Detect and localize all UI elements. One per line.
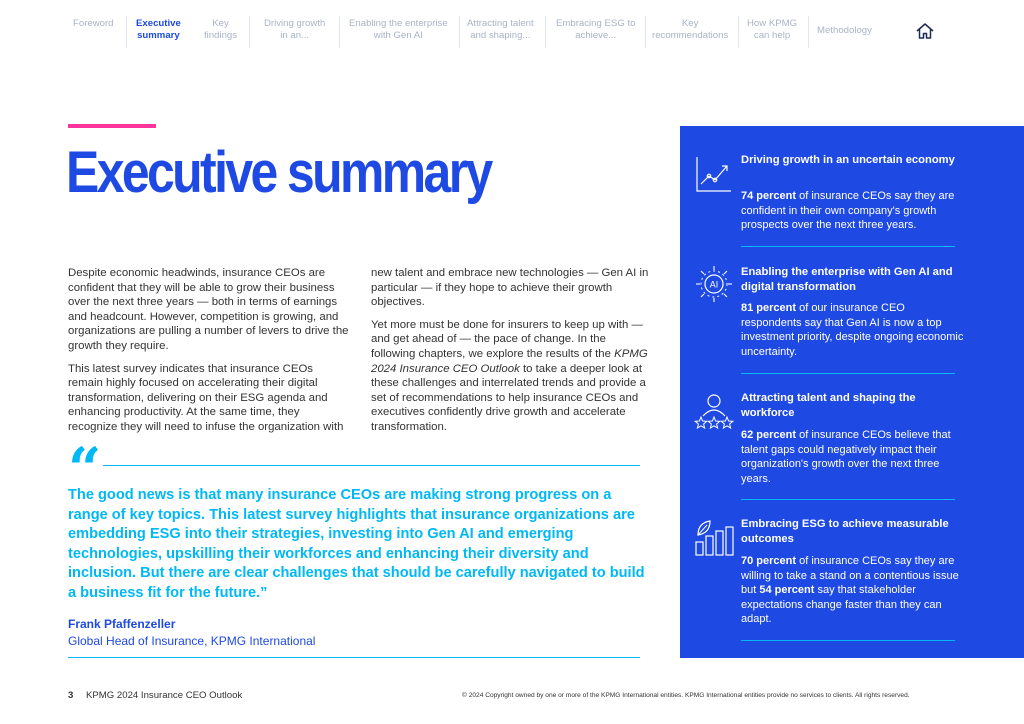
- body-text: Yet more must be done for insurers to keep up with — and get ahead of — the pace of change. In the following chapters, we explore the results of the: [371, 318, 643, 360]
- body-column-right: [371, 266, 653, 443]
- card-description: of insurance CEOs say they are willing to take a stand on a contentious issue but: [741, 555, 959, 596]
- body-paragraph: Despite economic headwinds, insurance CEOs are confident that they will be able to grow their business over the next three years — both in terms of earnings and headcount. However, competition is growing, and organizations are pulling a number of levers to drive the growth they require.: [68, 267, 349, 352]
- card-title: Driving growth in an uncertain economy: [741, 154, 955, 166]
- nav-item-driving-growth[interactable]: Driving growth in an...: [264, 18, 326, 41]
- nav-item-key-findings[interactable]: Key findings: [204, 18, 238, 41]
- quote-author: Frank Pfaffenzeller: [68, 617, 176, 631]
- nav-item-embracing-esg[interactable]: Embracing ESG to achieve...: [556, 18, 636, 41]
- card-text: [741, 301, 966, 359]
- card-stat: 81 percent: [741, 302, 797, 314]
- nav-separator: [459, 16, 460, 48]
- body-text: to take a deeper look at these challenges and interrelated trends and provide a set of recommendations to help insurance CEOs and executives confidently drive growth and accelerate transformation.: [371, 362, 646, 433]
- talent-stars-icon: [694, 392, 734, 432]
- footer-report-title: KPMG 2024 Insurance CEO Outlook: [86, 690, 243, 701]
- report-name: KPMG 2024 Insurance CEO Outlook: [371, 347, 648, 375]
- body-paragraph: [371, 318, 653, 435]
- card-stat-secondary: 54 percent: [759, 584, 815, 596]
- growth-chart-icon: [694, 154, 734, 194]
- nav-item-executive-summary[interactable]: Executive summary: [136, 18, 181, 41]
- nav-item-foreword[interactable]: Foreword: [73, 18, 114, 29]
- title-accent-bar: [68, 124, 156, 128]
- card-text: [741, 189, 966, 233]
- quote-mark-icon: “: [68, 435, 102, 503]
- home-icon[interactable]: [915, 22, 935, 40]
- nav-item-attracting-talent[interactable]: Attracting talent and shaping...: [467, 18, 534, 41]
- top-navigation: [0, 0, 1024, 62]
- card-title: Enabling the enterprise with Gen AI and digital transformation: [741, 266, 953, 293]
- nav-item-key-recommendations[interactable]: Key recommendations: [652, 18, 729, 41]
- card-title: Attracting talent and shaping the workforce: [741, 392, 916, 419]
- card-text: [741, 554, 966, 627]
- card-text: [741, 428, 966, 486]
- card-description: say that stakeholder expectations change faster than they can adapt.: [741, 584, 942, 625]
- page-title: Executive summary: [66, 140, 491, 205]
- nav-separator: [645, 16, 646, 48]
- nav-separator: [545, 16, 546, 48]
- card-description: of our insurance CEO respondents say that Gen AI is now a top investment priority, despite ongoing economic uncertainty.: [741, 302, 964, 358]
- quote-divider-top: [103, 465, 640, 466]
- card-divider: [741, 373, 955, 374]
- quote-author-role: Global Head of Insurance, KPMG International: [68, 634, 316, 648]
- card-stat: 70 percent: [741, 555, 797, 567]
- card-divider: [741, 246, 955, 247]
- card-description: of insurance CEOs say they are confident in their own company's growth prospects over the next three years.: [741, 190, 955, 231]
- card-description: of insurance CEOs believe that talent gaps could negatively impact their organization's growth over the next three years.: [741, 429, 951, 485]
- card-stat: 74 percent: [741, 190, 797, 202]
- nav-item-enabling-enterprise[interactable]: Enabling the enterprise with Gen AI: [349, 18, 448, 41]
- pull-quote: The good news is that many insurance CEOs are making strong progress on a range of key topics. This latest survey highlights that insurance organizations are embedding ESG into their strategies, investing into Gen AI and emerging technologies, upskilling their workforces and enhancing their diversity and inclusion. But there are clear challenges that should be carefully navigated to build a business fit for the future.”: [68, 487, 645, 601]
- esg-leaf-bars-icon: [694, 518, 734, 558]
- ai-icon-label: AI: [709, 279, 719, 290]
- nav-item-how-kpmg-can-help[interactable]: How KPMG can help: [747, 18, 798, 41]
- nav-separator: [249, 16, 250, 48]
- nav-separator: [126, 16, 127, 48]
- footer-copyright: © 2024 Copyright owned by one or more of the KPMG International entities. KPMG International entities provide no services to clients. All rights reserved.: [462, 692, 910, 699]
- body-paragraph: new talent and embrace new technologies — Gen AI in particular — if they hope to achieve their growth objectives.: [371, 267, 649, 309]
- quote-divider-bottom: [68, 657, 640, 658]
- nav-separator: [808, 16, 809, 48]
- card-title: Embracing ESG to achieve measurable outcomes: [741, 518, 949, 545]
- card-divider: [741, 499, 955, 500]
- nav-separator: [738, 16, 739, 48]
- page-number: 3: [68, 690, 74, 701]
- nav-separator: [339, 16, 340, 48]
- key-stats-panel: [680, 126, 1024, 658]
- body-paragraph: This latest survey indicates that insurance CEOs remain highly focused on accelerating their digital transformation, delivering on their ESG agenda and enhancing productivity. At the same time, they recognize they will need to infuse the organization with: [68, 362, 344, 433]
- card-stat: 62 percent: [741, 429, 797, 441]
- card-divider: [741, 640, 955, 641]
- ai-chip-icon: [694, 264, 734, 304]
- nav-item-methodology[interactable]: Methodology: [817, 25, 872, 36]
- body-column-left: [68, 266, 350, 443]
